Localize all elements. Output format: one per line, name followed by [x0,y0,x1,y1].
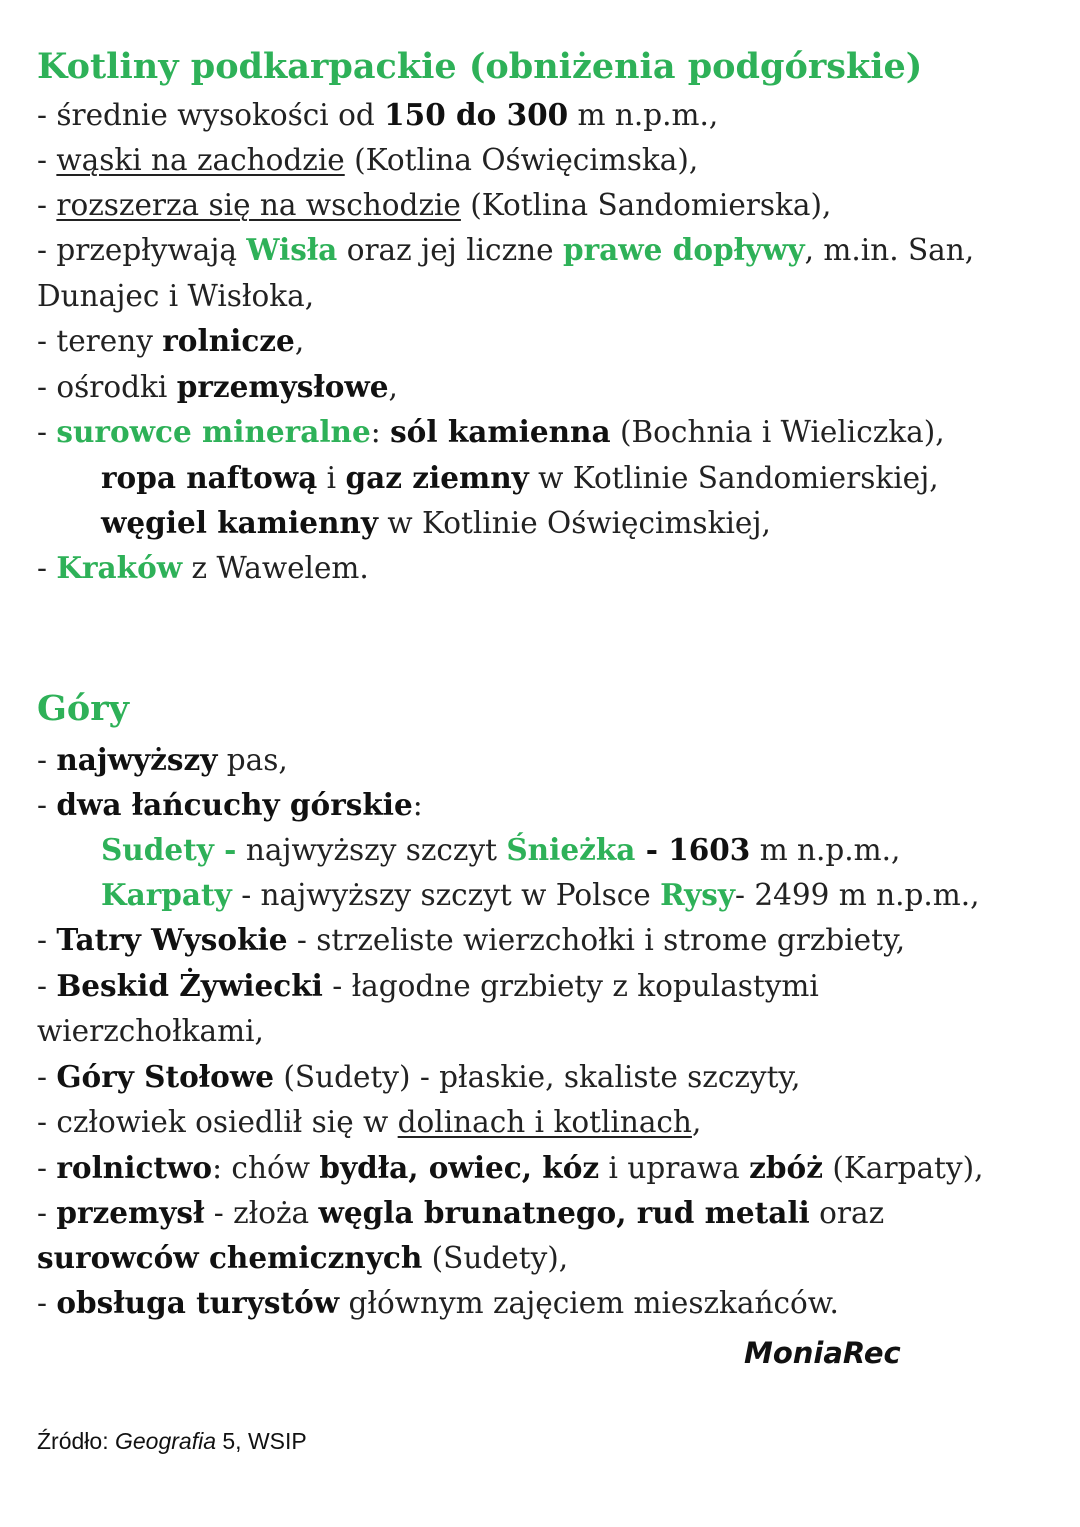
kotliny-line-11: - Kraków z Wawelem. [37,550,369,585]
kotliny-line-1: - średnie wysokości od 150 do 300 m n.p.m., [37,97,719,132]
gory-line-13: - obsługa turystów głównym zajęciem mieszkańców. [37,1285,839,1320]
gory-line-1: - najwyższy pas, [37,742,288,777]
kotliny-line-3: - rozszerza się na wschodzie (Kotlina Sandomierska), [37,188,832,222]
kotliny-line-10: węgiel kamienny w Kotlinie Oświęcimskiej, [101,505,771,540]
section-title-kotliny: Kotliny podkarpackie (obniżenia podgórskie) [37,46,923,87]
gory-line-7: wierzchołkami, [37,1014,264,1048]
kotliny-line-5: Dunajec i Wisłoka, [37,279,315,313]
gory-line-10: - rolnictwo: chów bydła, owiec, kóz i uprawa zbóż (Karpaty), [37,1150,984,1185]
kotliny-line-2: - wąski na zachodzie (Kotlina Oświęcimska), [37,143,699,177]
author-signature: MoniaRec [744,1336,901,1370]
gory-line-11: - przemysł - złoża węgla brunatnego, rud metali oraz [37,1195,885,1230]
gory-line-12: surowców chemicznych (Sudety), [37,1240,569,1275]
kotliny-line-9: ropa naftową i gaz ziemny w Kotlinie Sandomierskiej, [101,460,939,495]
source-note: Źródło: Geografia 5, WSIP [37,1428,307,1454]
gory-line-4: Karpaty - najwyższy szczyt w Polsce Rysy- 2499 m n.p.m., [101,877,980,912]
kotliny-line-6: - tereny rolnicze, [37,323,305,358]
kotliny-line-8: - surowce mineralne: sól kamienna (Bochnia i Wieliczka), [37,414,945,449]
kotliny-line-7: - ośrodki przemysłowe, [37,369,398,404]
gory-line-8: - Góry Stołowe (Sudety) - płaskie, skaliste szczyty, [37,1059,801,1094]
gory-line-2: - dwa łańcuchy górskie: [37,787,423,822]
gory-line-3: Sudety - najwyższy szczyt Śnieżka - 1603 m n.p.m., [101,832,901,867]
gory-line-5: - Tatry Wysokie - strzeliste wierzchołki i strome grzbiety, [37,922,906,957]
gory-line-9: - człowiek osiedlił się w dolinach i kotlinach, [37,1105,702,1139]
kotliny-line-4: - przepływają Wisła oraz jej liczne prawe dopływy, m.in. San, [37,232,975,267]
section-title-gory: Góry [37,688,130,729]
gory-line-6: - Beskid Żywiecki - łagodne grzbiety z kopulastymi [37,968,819,1003]
